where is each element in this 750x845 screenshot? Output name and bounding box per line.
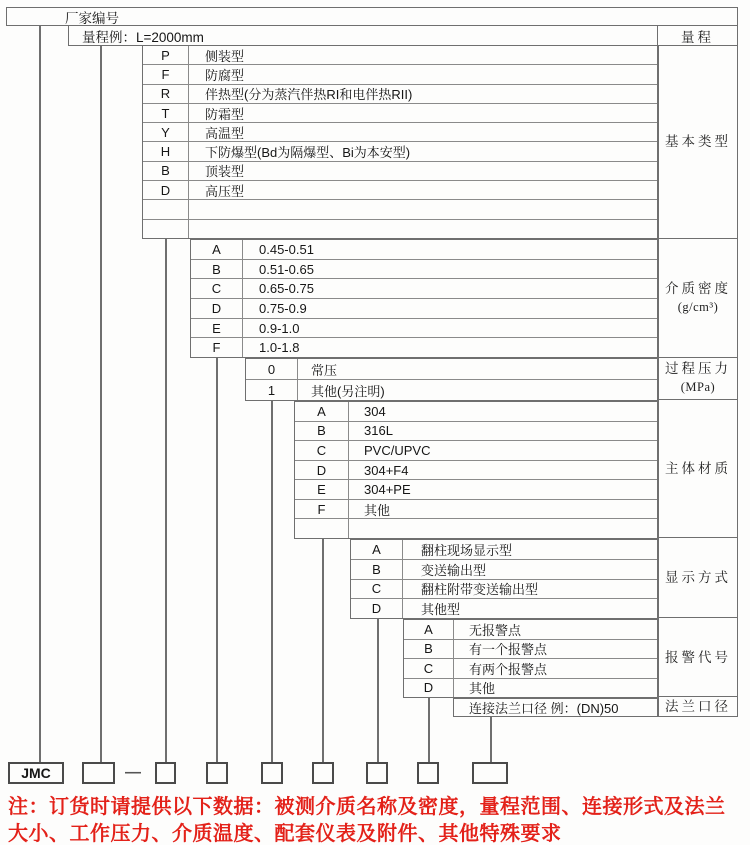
code-cell: D xyxy=(351,599,403,618)
separator-dash: — xyxy=(125,764,141,781)
table-row xyxy=(191,338,657,357)
table-row xyxy=(191,299,657,319)
table-row xyxy=(143,181,657,200)
table-row xyxy=(295,480,657,500)
table-row xyxy=(143,200,657,219)
desc-cell xyxy=(189,200,657,218)
desc-cell: 1.0-1.8 xyxy=(259,340,300,356)
section-label-pressure: 过程压力 (MPa) xyxy=(659,358,737,401)
factory-code-row xyxy=(6,7,738,26)
section-label-basic-type: 基本类型 xyxy=(659,45,737,239)
code-cell: E xyxy=(295,480,349,499)
desc-cell: 无报警点 xyxy=(469,622,522,638)
category-label-column xyxy=(658,45,738,717)
table-row xyxy=(351,540,657,560)
desc-cell: 翻柱附带变送输出型 xyxy=(421,582,539,598)
code-cell: F xyxy=(143,65,189,83)
desc-cell: 高温型 xyxy=(205,125,245,141)
desc-cell: 高压型 xyxy=(205,183,245,199)
desc-cell: 304+F4 xyxy=(364,462,409,478)
connector-material-line xyxy=(322,539,324,762)
factory-code-label: 厂家编号 xyxy=(65,10,119,26)
table-row xyxy=(295,461,657,481)
desc-cell: 0.75-0.9 xyxy=(259,300,307,316)
code-cell: B xyxy=(351,560,403,579)
section-label-density: 介质密度 (g/cm³) xyxy=(659,239,737,358)
table-row xyxy=(191,240,657,260)
density-table xyxy=(190,239,658,358)
table-row xyxy=(404,679,657,698)
ordering-note-line2: 大小、工作压力、介质温度、配套仪表及附件、其他特殊要求 xyxy=(8,823,562,845)
model-prefix-box: JMC xyxy=(8,762,64,784)
desc-cell: 伴热型(分为蒸汽伴热RI和电伴热RII) xyxy=(205,87,413,103)
table-row xyxy=(143,104,657,123)
desc-cell: 顶装型 xyxy=(205,164,245,180)
ordering-note-line1: 注：订货时请提供以下数据：被测介质名称及密度，量程范围、连接形式及法兰 xyxy=(8,796,726,818)
desc-cell: 常压 xyxy=(311,362,338,378)
code-cell: B xyxy=(143,162,189,180)
code-box-range xyxy=(82,762,115,784)
code-cell: P xyxy=(143,46,189,64)
desc-cell: 其他 xyxy=(364,502,391,518)
desc-cell: 304+PE xyxy=(364,482,411,498)
section-label-display: 显示方式 xyxy=(659,538,737,618)
table-row xyxy=(191,279,657,299)
code-cell: A xyxy=(295,402,349,421)
desc-cell: 有两个报警点 xyxy=(469,661,548,677)
desc-cell: 316L xyxy=(364,423,393,439)
connector-alarm-line xyxy=(428,698,430,762)
desc-cell: 其他型 xyxy=(421,602,461,618)
table-row xyxy=(143,46,657,65)
connector-display-line xyxy=(377,619,379,762)
desc-cell xyxy=(349,519,657,538)
table-row xyxy=(351,599,657,618)
connector-flange-line xyxy=(490,717,492,762)
code-cell: A xyxy=(404,620,454,639)
desc-cell: PVC/UPVC xyxy=(364,442,431,458)
code-cell xyxy=(143,220,189,238)
code-cell: T xyxy=(143,104,189,122)
desc-cell: 0.9-1.0 xyxy=(259,320,300,336)
code-box-pressure xyxy=(261,762,283,784)
table-row xyxy=(246,380,657,400)
code-cell: D xyxy=(295,461,349,480)
code-cell: C xyxy=(404,659,454,678)
code-cell: Y xyxy=(143,123,189,141)
alarm-code-table xyxy=(403,619,658,698)
ordering-note xyxy=(8,794,745,845)
desc-cell: 有一个报警点 xyxy=(469,642,548,658)
desc-cell: 变送输出型 xyxy=(421,562,487,578)
code-cell: D xyxy=(404,679,454,698)
pressure-table xyxy=(245,358,658,401)
table-row xyxy=(246,359,657,380)
desc-cell: 翻柱现场显示型 xyxy=(421,542,513,558)
code-box-basic-type xyxy=(155,762,176,784)
desc-cell: 防腐型 xyxy=(205,67,245,83)
code-cell: E xyxy=(191,319,243,338)
table-row xyxy=(295,519,657,538)
display-mode-table xyxy=(350,539,658,619)
code-cell: C xyxy=(351,580,403,599)
table-row xyxy=(143,65,657,84)
range-label: 量程 xyxy=(681,29,714,45)
code-box-display xyxy=(366,762,388,784)
section-label-flange: 法兰口径 xyxy=(665,698,731,714)
table-row xyxy=(351,580,657,600)
desc-cell: 连接法兰口径 例：(DN)50 xyxy=(469,701,619,716)
table-row xyxy=(143,162,657,181)
table-row xyxy=(351,560,657,580)
code-cell: D xyxy=(191,299,243,318)
table-row xyxy=(404,620,657,640)
code-cell: 1 xyxy=(246,380,298,400)
desc-cell: 0.65-0.75 xyxy=(259,281,314,297)
desc-cell: 下防爆型(Bd为隔爆型、Bi为本安型) xyxy=(205,145,411,161)
connector-density-line xyxy=(216,358,218,762)
table-row xyxy=(191,260,657,280)
range-example-cell: 量程例：L=2000mm xyxy=(82,29,204,45)
basic-type-table xyxy=(142,45,658,239)
desc-cell: 0.51-0.65 xyxy=(259,261,314,277)
table-row xyxy=(143,85,657,104)
connector-factory-line xyxy=(39,25,41,762)
table-row xyxy=(143,123,657,142)
code-cell xyxy=(295,519,349,538)
table-row xyxy=(143,220,657,238)
code-cell: R xyxy=(143,85,189,103)
desc-cell: 其他(另注明) xyxy=(311,383,385,399)
table-row xyxy=(404,640,657,660)
section-label-alarm: 报警代号 xyxy=(659,618,737,697)
table-row xyxy=(295,441,657,461)
code-cell: B xyxy=(191,260,243,279)
flange-row xyxy=(453,698,658,717)
desc-cell: 侧装型 xyxy=(205,48,245,64)
code-cell: F xyxy=(295,500,349,519)
table-row xyxy=(295,500,657,520)
code-cell: D xyxy=(143,181,189,199)
range-label-cell xyxy=(657,26,737,45)
code-cell: A xyxy=(351,540,403,559)
desc-cell: 0.45-0.51 xyxy=(259,241,314,257)
code-cell: C xyxy=(191,279,243,298)
code-box-density xyxy=(206,762,228,784)
code-cell: A xyxy=(191,240,243,259)
connector-range-line xyxy=(100,45,102,762)
range-row xyxy=(68,25,738,46)
desc-cell: 其他 xyxy=(469,681,496,697)
code-box-flange xyxy=(472,762,508,784)
material-table xyxy=(294,401,658,539)
code-cell: H xyxy=(143,142,189,160)
code-box-alarm xyxy=(417,762,439,784)
connector-basic-line xyxy=(165,239,167,762)
code-cell: B xyxy=(404,640,454,659)
connector-pressure-line xyxy=(271,401,273,762)
section-label-material: 主体材质 xyxy=(659,400,737,538)
table-row xyxy=(454,699,657,716)
code-cell: 0 xyxy=(246,359,298,379)
desc-cell: 防霜型 xyxy=(205,106,245,122)
code-box-material xyxy=(312,762,334,784)
desc-cell: 304 xyxy=(364,403,386,419)
table-row xyxy=(191,319,657,339)
code-cell: F xyxy=(191,338,243,357)
code-cell: C xyxy=(295,441,349,460)
code-cell xyxy=(143,200,189,218)
desc-cell xyxy=(189,220,657,238)
table-row xyxy=(295,422,657,442)
code-cell: B xyxy=(295,422,349,441)
table-row xyxy=(295,402,657,422)
table-row xyxy=(143,142,657,161)
table-row xyxy=(404,659,657,679)
